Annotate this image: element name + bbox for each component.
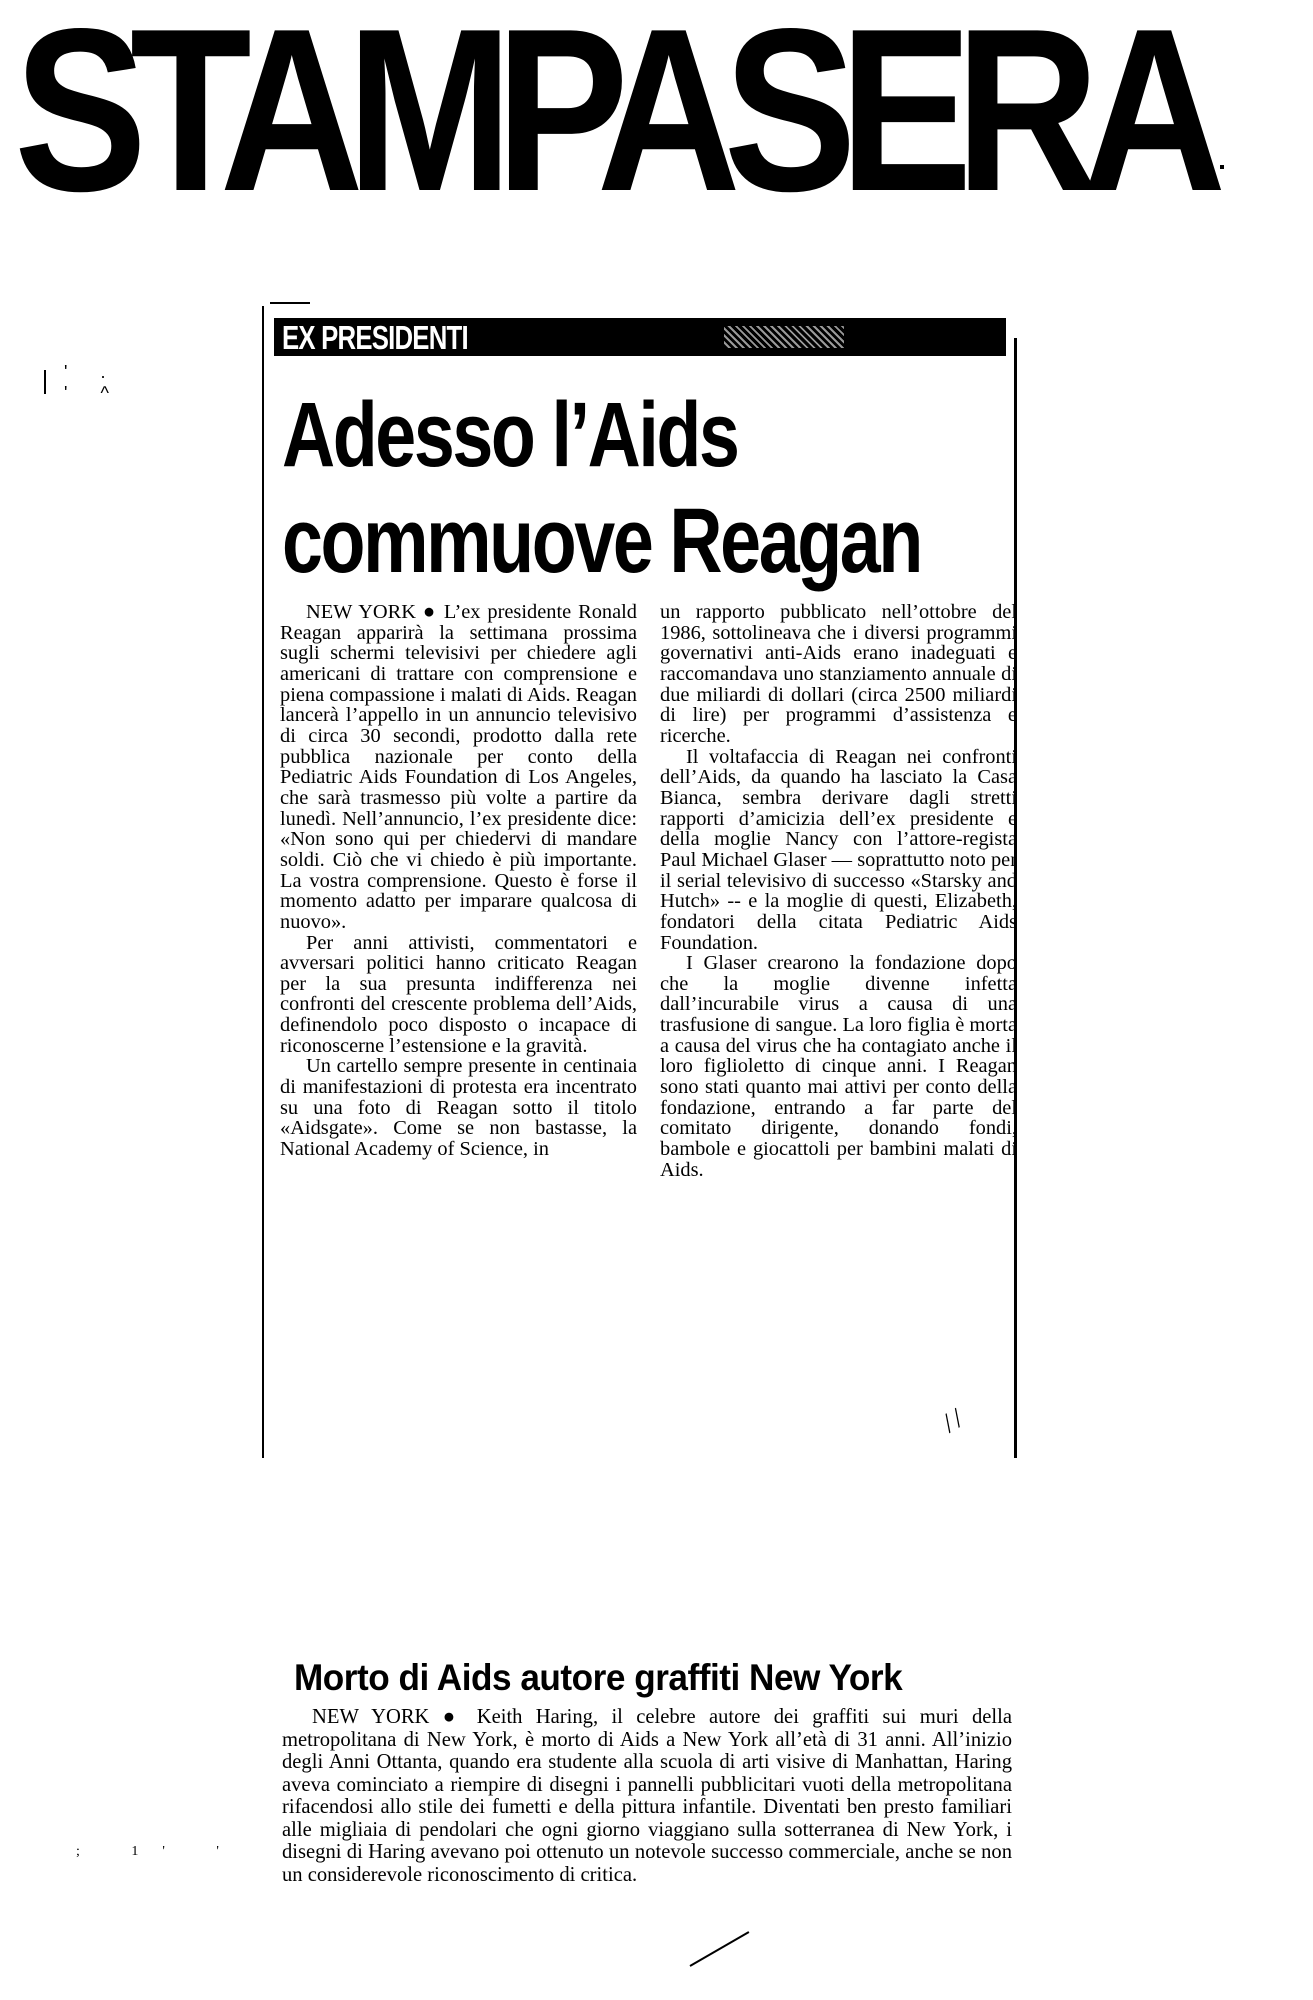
end-of-article-mark: / /	[937, 1404, 967, 1440]
article-column-1	[280, 602, 637, 1160]
secondary-headline: Morto di Aids autore graffiti New York	[294, 1657, 903, 1698]
section-kicker-bar	[274, 318, 1006, 356]
scan-speck	[1220, 165, 1224, 169]
paragraph: I Glaser crearono la fondazione dopo che la moglie divenne infetta dall’incurabile virus a causa di una trasfusione di sangue. La loro figlia è morta a causa del virus che ha contagiato anche il loro figlioletto di cinque anni. I Reagan sono stati quanto mai attivi per conto della fondazione, entrando a far parte del comitato dirigente, donando fondi, bambole e giocattoli per bambini malati di Aids.	[660, 952, 1017, 1181]
article-column-2	[660, 602, 1017, 1180]
frame-rule-top	[270, 302, 310, 304]
paragraph: Per anni attivisti, commentatori e avversari politici hanno criticato Reagan per la sua presunta indifferenza nei confronti del crescente problema dell’Aids, definendolo poco disposto o incapace di riconoscerne l’estensione e la gravità.	[280, 931, 637, 1057]
main-article	[262, 302, 1017, 1458]
paragraph: Il voltafaccia di Reagan nei confronti dell’Aids, da quando ha lasciato la Casa Bianca, sembra derivare dagli stretti rapporti d’amicizia dell’ex presidente e della moglie Nancy con l’attore-regista Paul Michael Glaser — soprattutto noto per il serial televisivo di successo «Starsky and Hutch» -- e la moglie di questi, Elizabeth, fondatori della citata Pediatric Aids Foundation.	[660, 745, 1017, 954]
article-headline	[282, 382, 921, 594]
headline-line-2: commuove Reagan	[282, 490, 921, 592]
secondary-article	[282, 1656, 1012, 1886]
secondary-body: NEW YORK ● Keith Haring, il celebre autore dei graffiti sui muri della metropolitana di New York, è morto di Aids a New York all’età di 31 anni. All’inizio degli Anni Ottanta, quando era studente alla scuola di arti visive di Manhattan, Haring aveva cominciato a riempire di disegni i pannelli pubblicitari vuoti della metropolitana rifacendosi allo stile dei fumetti e della pittura infantile. Diventati ben presto familiari alle migliaia di pendolari che ogni giorno viaggiano sulla sotterranea di New York, i disegni di Haring avevano poi ottenuto un notevole successo commerciale, anche se non un considerevole riconoscimento di critica.	[282, 1706, 1012, 1886]
paragraph: Un cartello sempre presente in centinaia di manifestazioni di protesta era incentrato su una foto di Reagan sotto il titolo «Aidsgate». Come se non bastasse, la National Academy of Science, in	[280, 1055, 637, 1161]
paragraph: NEW YORK ● L’ex presidente Ronald Reagan apparirà la settimana prossima sugli schermi televisivi per chiedere agli americani di trattare con comprensione e piena compassione i malati di Aids. Reagan lancerà l’appello in un annuncio televisivo di circa 30 secondi, prodotto dalla rete pubblica nazionale per conto della Pediatric Aids Foundation di Los Angeles, che sarà trasmesso più volte a partire da lunedì. Nell’annuncio, l’ex presidente dice: «Non sono qui per chiedervi di mandare soldi. Ciò che vi chiedo è più importante. La vostra comprensione. Questo è forse il momento adatto per imparare qualcosa di nuovo».	[280, 601, 637, 933]
headline-line-1: Adesso l’Aids	[282, 384, 738, 486]
section-kicker: EX PRESIDENTI	[282, 319, 468, 356]
paragraph: un rapporto pubblicato nell’ottobre del 1986, sottolineava che i diversi programmi governativi anti-Aids erano inadeguati e raccomandava uno stanziamento annuale di due miliardi di dollari (circa 2500 miliardi di lire) per programmi d’assistenza e ricerche.	[660, 601, 1017, 747]
newspaper-masthead	[14, 8, 1304, 213]
artifact-text: ' . ' ^	[64, 362, 123, 403]
artifact-bar	[44, 370, 46, 394]
pen-stroke-mark	[690, 1931, 750, 1967]
margin-artifact-marks: ; 1' '	[76, 1844, 243, 1859]
scan-artifact-marks	[44, 362, 154, 402]
masthead-title: STAMPASERA	[14, 8, 1210, 213]
kicker-print-noise	[724, 326, 844, 348]
frame-rule-left	[262, 306, 264, 1458]
